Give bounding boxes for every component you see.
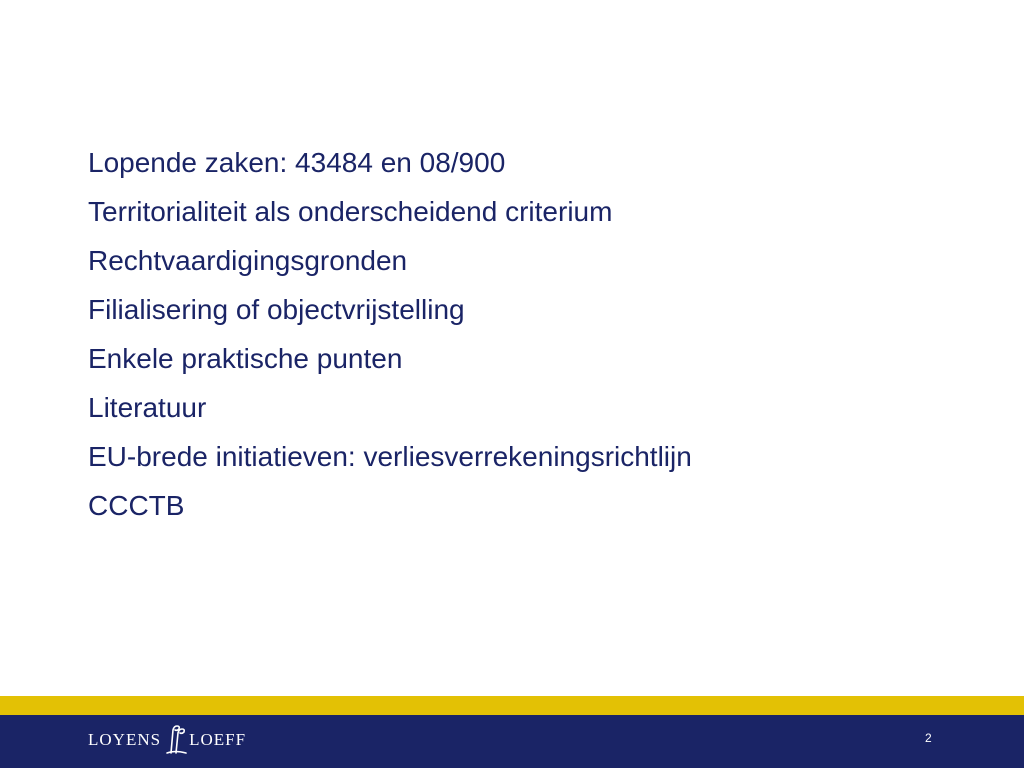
bullet-item: Filialisering of objectvrijstelling <box>88 294 465 325</box>
bullet-item: Rechtvaardigingsgronden <box>88 245 408 276</box>
company-logo <box>88 722 246 758</box>
bullet-item: Literatuur <box>88 392 207 423</box>
logo-text-right: LOEFF <box>189 730 247 749</box>
bullet-item: Lopende zaken: 43484 en 08/900 <box>88 147 506 178</box>
logo-text-left: LOYENS <box>88 730 162 749</box>
page-number: 2 <box>925 731 932 745</box>
bullet-item: EU-brede initiatieven: verliesverrekeningsrichtlijn <box>88 441 692 472</box>
slide-content <box>88 138 988 530</box>
footer-gold-stripe <box>0 696 1024 715</box>
logo-emblem-icon <box>162 724 188 756</box>
bullet-list <box>88 138 988 530</box>
bullet-item: Enkele praktische punten <box>88 343 403 374</box>
bullet-item: CCCTB <box>88 490 185 521</box>
bullet-item: Territorialiteit als onderscheidend criterium <box>88 196 613 227</box>
